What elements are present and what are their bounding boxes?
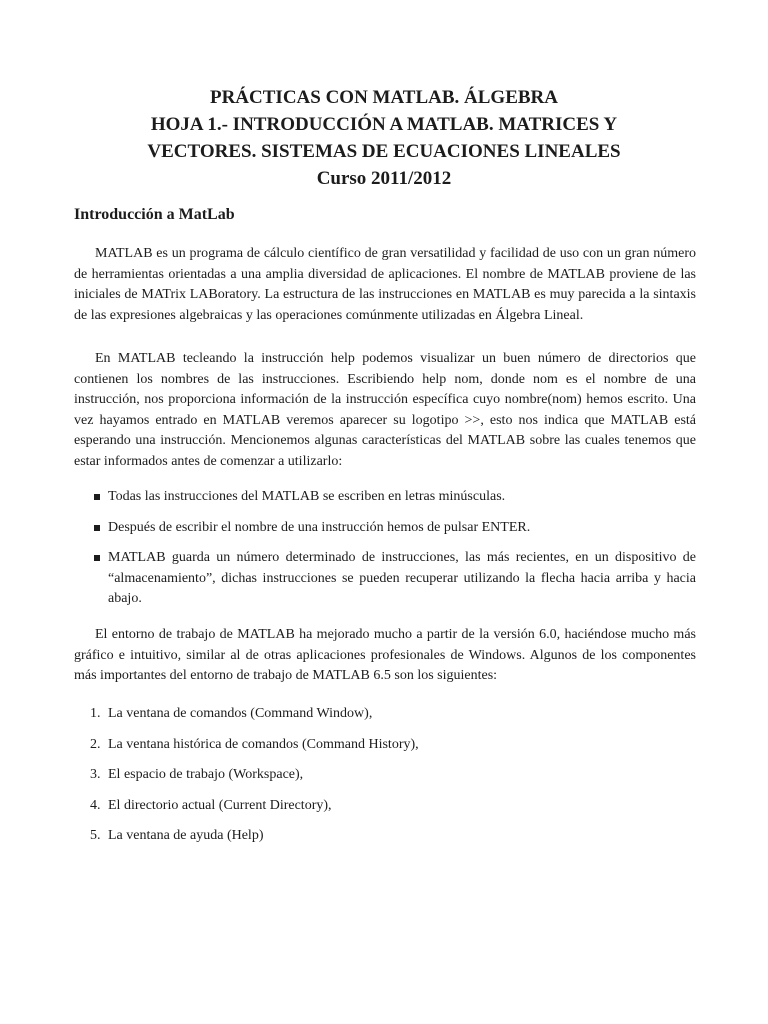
list-number: 1. bbox=[90, 706, 101, 721]
list-item bbox=[74, 487, 696, 508]
document-title bbox=[0, 84, 768, 192]
bullet-list-item bbox=[74, 548, 696, 610]
list-text: El directorio actual (Current Directory), bbox=[108, 798, 332, 813]
list-number: 5. bbox=[90, 828, 101, 843]
bullet-text: Todas las instrucciones del MATLAB se escriben en letras minúsculas. bbox=[108, 489, 506, 504]
numbered-list-item-5 bbox=[74, 826, 696, 847]
paragraph-intro: MATLAB es un programa de cálculo científico de gran versatilidad y facilidad de uso con un gran número de herramientas orientadas a una amplia diversidad de aplicaciones. El nombre de MATLAB proviene de las iniciales de MATrix LABoratory. La estructura de las instrucciones en MATLAB es muy parecida a la sintaxis de las expresiones algebraicas y las operaciones comúnmente utilizadas en Álgebra Lineal. bbox=[74, 246, 696, 323]
bullet-square-icon bbox=[94, 525, 100, 531]
list-text: La ventana de comandos (Command Window), bbox=[108, 706, 373, 721]
bullet-square-icon bbox=[94, 555, 100, 561]
list-text: La ventana histórica de comandos (Command History), bbox=[108, 737, 419, 752]
list-item bbox=[74, 765, 696, 786]
title-line-2: HOJA 1.- INTRODUCCIÓN A MATLAB. MATRICES Y bbox=[150, 114, 618, 135]
list-item bbox=[74, 826, 696, 847]
bullet-list-item bbox=[74, 518, 696, 539]
list-text: El espacio de trabajo (Workspace), bbox=[108, 767, 304, 782]
list-item bbox=[74, 735, 696, 756]
title-line-3: VECTORES. SISTEMAS DE ECUACIONES LINEALES bbox=[147, 141, 621, 162]
list-text: La ventana de ayuda (Help) bbox=[108, 828, 264, 843]
list-item bbox=[74, 704, 696, 725]
bullet-text: MATLAB guarda un número determinado de instrucciones, las más recientes, en un dispositivo de “almacenamiento”, dichas instrucciones se pueden recuperar utilizando la flecha hacia arriba y hacia abajo. bbox=[108, 550, 696, 607]
title-line-1: PRÁCTICAS CON MATLAB. ÁLGEBRA bbox=[209, 87, 558, 108]
numbered-list-item-4 bbox=[74, 796, 696, 817]
bullet-square-icon bbox=[94, 494, 100, 500]
list-number: 2. bbox=[90, 737, 101, 752]
paragraph-help: En MATLAB tecleando la instrucción help podemos visualizar un buen número de directorios que contienen los nombres de las instrucciones. Escribiendo help nom, donde nom es el nombre de una instrucción, nos proporciona información de la instrucción específica cuyo nombre(nom) hemos escrito. Una vez hayamos entrado en MATLAB veremos aparecer su logotipo >>, esto nos indica que MATLAB está esperando una instrucción. Mencionemos algunas características del MATLAB sobre las cuales tenemos que estar informados antes de comenzar a utilizarlo: bbox=[74, 351, 696, 469]
title-course: Curso 2011/2012 bbox=[316, 168, 452, 189]
numbered-list-item-3 bbox=[74, 765, 696, 786]
list-number: 3. bbox=[90, 767, 101, 782]
numbered-list-item-2 bbox=[74, 735, 696, 756]
list-item bbox=[74, 796, 696, 817]
bullet-list-item bbox=[74, 487, 696, 508]
paragraph-environment: El entorno de trabajo de MATLAB ha mejorado mucho a partir de la versión 6.0, haciéndose mucho más gráfico e intuitivo, similar al de otras aplicaciones profesionales de Windows. Algunos de los componentes más importantes del entorno de trabajo de MATLAB 6.5 son los siguientes: bbox=[74, 627, 696, 684]
list-number: 4. bbox=[90, 798, 101, 813]
numbered-list-item-1 bbox=[74, 704, 696, 725]
list-item bbox=[74, 548, 696, 610]
list-item bbox=[74, 518, 696, 539]
bullet-text: Después de escribir el nombre de una instrucción hemos de pulsar ENTER. bbox=[108, 520, 531, 535]
section-heading: Introducción a MatLab bbox=[74, 206, 235, 223]
